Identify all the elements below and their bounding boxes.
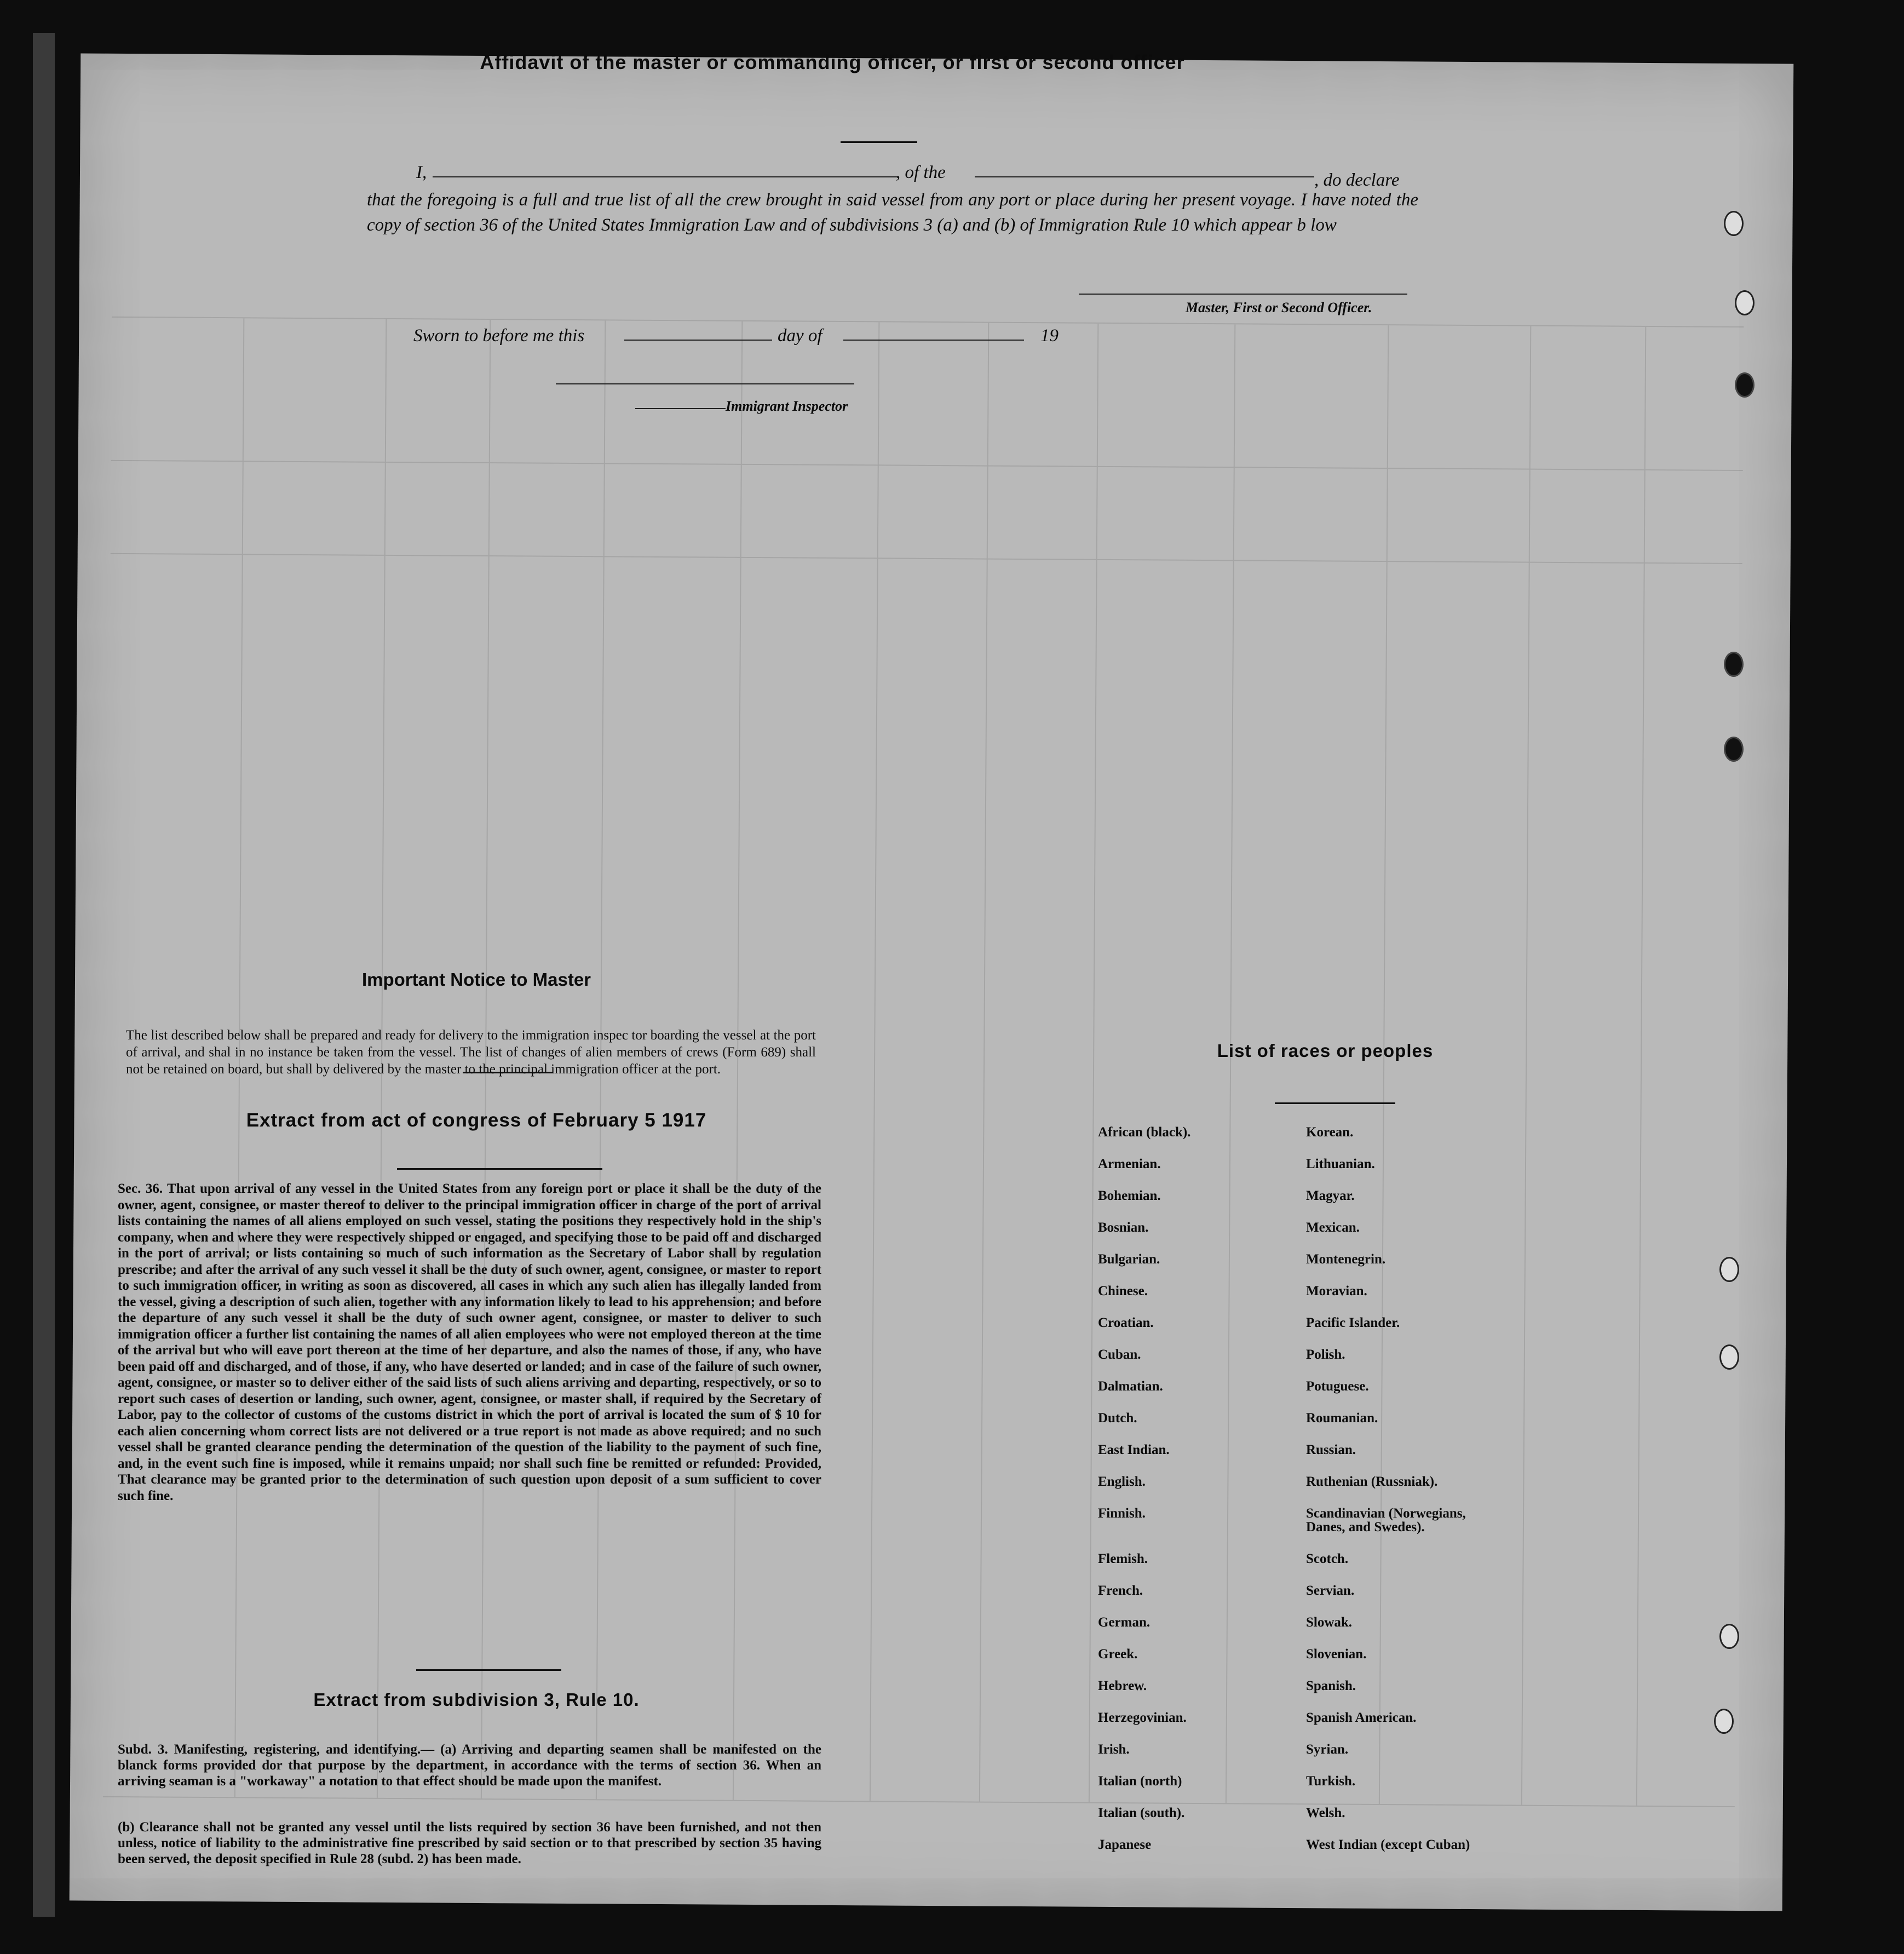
race-item: Italian (south).: [1098, 1806, 1185, 1820]
subdivision-a-text: Subd. 3. Manifesting, registering, and identifying.— (a) Arriving and departing seamen shall be manifested on the blanck forms provided dor that purpose by the department, in accordance with the terms of section 36. When an arriving seaman is a "workaway" a notation to that effect should be made upon the manifest.: [118, 1742, 821, 1789]
race-item: Potuguese.: [1306, 1379, 1369, 1394]
binder-hole: [1719, 1257, 1739, 1282]
notice-title: Important Notice to Master: [361, 969, 591, 990]
sworn-label: Sworn to before me this: [413, 326, 585, 346]
affidavit-declare-label: , do declare: [1314, 170, 1400, 190]
race-item: Turkish.: [1306, 1774, 1356, 1789]
race-item: Chinese.: [1098, 1284, 1148, 1298]
race-item: Dalmatian.: [1098, 1379, 1163, 1394]
extract-act-title: Extract from act of congress of February 5 1917: [246, 1110, 707, 1131]
race-item: Magyar.: [1306, 1188, 1355, 1203]
race-item: Roumanian.: [1306, 1411, 1378, 1426]
inspector-blank-short: [635, 408, 726, 409]
race-item: Pacific Islander.: [1306, 1315, 1400, 1330]
title-rule: [841, 141, 917, 143]
race-item: Servian.: [1306, 1583, 1355, 1598]
binder-hole: [1735, 372, 1755, 398]
race-item: Herzegovinian.: [1098, 1710, 1187, 1725]
race-item: Slovenian.: [1306, 1647, 1367, 1662]
race-item: Mexican.: [1306, 1220, 1360, 1235]
race-item: Flemish.: [1098, 1551, 1148, 1566]
race-item: Hebrew.: [1098, 1679, 1147, 1693]
race-item: English.: [1098, 1474, 1146, 1489]
inspector-blank: [556, 383, 854, 384]
race-item: Russian.: [1306, 1442, 1356, 1457]
binder-hole: [1724, 211, 1744, 236]
race-item: Cuban.: [1098, 1347, 1141, 1362]
race-item: Welsh.: [1306, 1806, 1345, 1820]
affidavit-i-label: I,: [416, 163, 427, 182]
notice-body: The list described below shall be prepared and ready for delivery to the immigration inspec tor boarding the vessel at the port of arrival, and shal in no instance be taken from the vessel. The list of changes of alien members of crews (Form 689) shall not be retained on board, but shall by delivered by the master to the principal immigration officer at the port.: [126, 1028, 816, 1077]
race-item: African (black).: [1098, 1125, 1191, 1140]
race-item: Montenegrin.: [1306, 1252, 1386, 1267]
affidavit-body: that the foregoing is a full and true list of all the crew brought in said vessel from any port or place during her present voyage. I have noted the copy of section 36 of the United States Immigration Law and of subdivisions 3 (a) and (b) of Immigration Rule 10 which appear b low: [367, 190, 1418, 235]
races-title-rule: [1275, 1102, 1395, 1104]
race-item: East Indian.: [1098, 1442, 1170, 1457]
binder-hole: [1735, 290, 1755, 315]
year-label: 19: [1040, 326, 1059, 346]
race-item: Armenian.: [1098, 1157, 1161, 1171]
race-item: Bulgarian.: [1098, 1252, 1160, 1267]
race-item: Bohemian.: [1098, 1188, 1161, 1203]
race-item: Croatian.: [1098, 1315, 1154, 1330]
race-item: Ruthenian (Russniak).: [1306, 1474, 1438, 1489]
race-item: Spanish American.: [1306, 1710, 1417, 1725]
day-of-label: day of: [778, 326, 822, 346]
race-item: Irish.: [1098, 1742, 1130, 1757]
race-item: Syrian.: [1306, 1742, 1349, 1757]
race-item: French.: [1098, 1583, 1143, 1598]
race-item: Slowak.: [1306, 1615, 1353, 1630]
binder-hole: [1724, 652, 1744, 677]
race-item: Moravian.: [1306, 1284, 1367, 1298]
races-title: List of races or peoples: [1217, 1041, 1434, 1061]
race-item: Lithuanian.: [1306, 1157, 1375, 1171]
race-item: Italian (north): [1098, 1774, 1182, 1789]
affidavit-title: Affidavit of the master or commanding officer, or first or second officer: [480, 51, 1185, 73]
race-item: Dutch.: [1098, 1411, 1137, 1426]
section-rule-2: [416, 1669, 561, 1671]
binder-hole: [1714, 1709, 1734, 1734]
binder-hole: [1724, 737, 1744, 762]
inspector-label: Immigrant Inspector: [726, 398, 848, 414]
subdivision-b-text: (b) Clearance shall not be granted any vessel until the lists required by section 36 have been furnished, and not then unless, notice of liability to the administrative fine prescribed by said section or to that prescribed by section 35 having been served, the deposit specified in Rule 28 (subd. 2) has been made.: [118, 1820, 821, 1866]
signature-blank: [1079, 294, 1407, 295]
race-item: German.: [1098, 1615, 1151, 1630]
month-blank: [843, 340, 1024, 341]
race-item: Japanese: [1098, 1837, 1152, 1852]
section-36-text: Sec. 36. That upon arrival of any vessel in the United States from any foreign port or place it shall be the duty of the owner, agent, consignee, or master thereof to deliver to the principal immigration officer in charge of the port of arrival lists containing the names of all aliens employed on such vessel, stating the positions they respectively hold in the ship's company, when and where they were respectively shipped or engaged, and specifying those to be paid off and discharged in the port of arrival; or lists containing so much of such information as the Secretary of Labor shall by regulation prescribe; and after the arrival of any such vessel it shall be the duty of such owner, agent, consignee, or master to report to such immigration officer, in writing as soon as discovered, all cases in which any such alien has illegally landed from the vessel, giving a description of such alien, together with any information likely to lead to his apprehension; and before the departure of any such vessel it shall be the duty of such owner agent, consignee, or master to deliver to such immigration officer a further list containing the names of all alien employees who were not employed thereon at the time of the arrival but who will eave port thereon at the time of her departure, and also the names of those, if any, who have been paid off and discharged, and of those, if any, who have deserted or landed; and in case of the failure of such owner, agent, consignee, or master so to deliver either of the said lists of such aliens arriving and departing, respectively, or so to report such cases of desertion or landing, such owner, agent, consignee, or master shall, if required by the Secretary of Labor, pay to the collector of customs of the customs district in which the port of arrival is located the sum of $ 10 for each alien concerning whom correct lists are not delivered or a true report is not made as above required; and no such vessel shall be granted clearance pending the determination of the question of the liability to the payment of such fine, and, in the event such fine is imposed, while it remains unpaid; nor shall such fine be remitted or refunded: Provided, That clearance may be granted prior to the determination of such question upon deposit of a sum sufficient to cover such fine.: [118, 1181, 821, 1503]
vessel-blank: [975, 176, 1314, 177]
race-item: Korean.: [1306, 1125, 1354, 1140]
race-item: Greek.: [1098, 1647, 1138, 1662]
race-item: Finnish.: [1098, 1506, 1146, 1521]
binder-hole: [1719, 1624, 1739, 1649]
race-item: Scandinavian (Norwegians, Danes, and Swedes).: [1306, 1506, 1466, 1535]
race-item: West Indian (except Cuban): [1306, 1837, 1470, 1852]
races-left-column: [1098, 1125, 1328, 1854]
page-edge: [33, 33, 55, 1917]
binder-hole: [1719, 1344, 1739, 1370]
extract-rule-title: Extract from subdivision 3, Rule 10.: [313, 1689, 640, 1710]
races-right-column: [1306, 1125, 1525, 1854]
race-item: Bosnian.: [1098, 1220, 1149, 1235]
name-blank: [433, 176, 898, 177]
affidavit-of-the-label: , of the: [896, 163, 946, 182]
race-item: Polish.: [1306, 1347, 1345, 1362]
section-rule: [397, 1168, 602, 1170]
race-item: Spanish.: [1306, 1679, 1356, 1693]
race-item: Scotch.: [1306, 1551, 1349, 1566]
signature-label: Master, First or Second Officer.: [1186, 300, 1372, 315]
sworn-day-blank: [624, 340, 772, 341]
